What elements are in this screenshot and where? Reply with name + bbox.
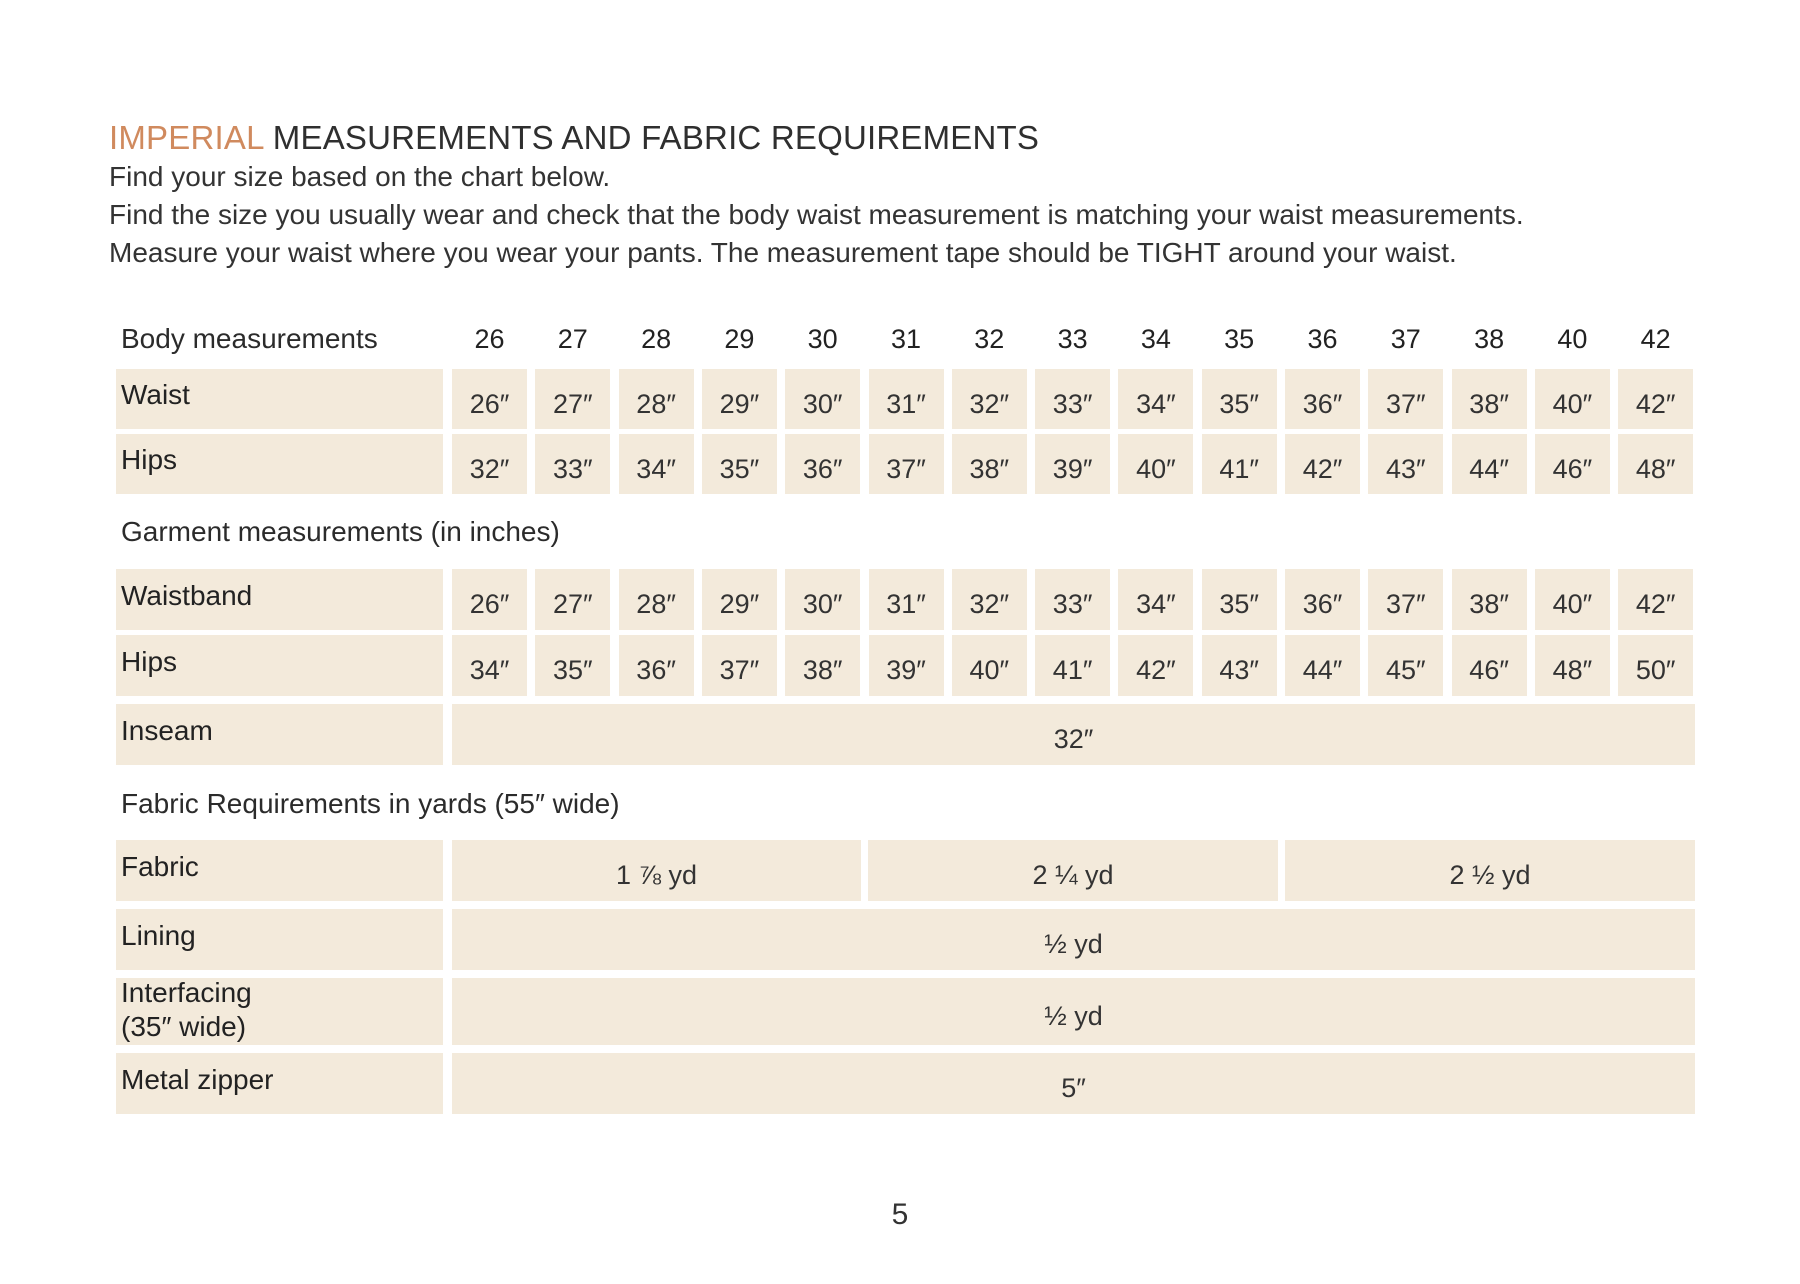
body-hips-value: 43″ — [1368, 434, 1443, 494]
section-heading-fabric: Fabric Requirements in yards (55″ wide) — [121, 788, 620, 819]
garment-waistband-value: 34″ — [1118, 569, 1193, 630]
garment-waistband-value: 33″ — [1035, 569, 1110, 630]
page-number: 5 — [891, 1198, 909, 1231]
body-waist-value: 37″ — [1368, 369, 1443, 429]
size-header-27: 27 — [557, 324, 588, 354]
size-header-38: 38 — [1474, 324, 1505, 354]
body-hips-value: 38″ — [952, 434, 1027, 494]
garment-hips-value: 40″ — [952, 635, 1027, 696]
lining-label: Lining — [116, 909, 443, 970]
garment-hips-value: 48″ — [1535, 635, 1610, 696]
body-hips-value: 41″ — [1202, 434, 1277, 494]
body-waist-value: 42″ — [1618, 369, 1693, 429]
intro — [109, 117, 1749, 271]
garment-waistband-value: 40″ — [1535, 569, 1610, 630]
garment-waistband-value: 42″ — [1618, 569, 1693, 630]
interfacing-value: ½ yd — [452, 978, 1695, 1045]
garment-waistband-value: 28″ — [619, 569, 694, 630]
fabric-value: 2 ½ yd — [1285, 840, 1695, 901]
body-waist-value: 36″ — [1285, 369, 1360, 429]
body-hips-value: 40″ — [1118, 434, 1193, 494]
body-waist-value: 27″ — [535, 369, 610, 429]
garment-hips-value: 35″ — [535, 635, 610, 696]
body-hips-value: 36″ — [785, 434, 860, 494]
size-header-29: 29 — [724, 324, 755, 354]
garment-hips-value: 36″ — [619, 635, 694, 696]
size-header-32: 32 — [974, 324, 1005, 354]
garment-hips-value: 37″ — [702, 635, 777, 696]
size-header-33: 33 — [1057, 324, 1088, 354]
garment-waistband-value: 30″ — [785, 569, 860, 630]
size-header-34: 34 — [1140, 324, 1171, 354]
size-header-26: 26 — [474, 324, 505, 354]
size-header-28: 28 — [641, 324, 672, 354]
garment-hips-value: 50″ — [1618, 635, 1693, 696]
size-header-35: 35 — [1224, 324, 1255, 354]
garment-hips-value: 41″ — [1035, 635, 1110, 696]
metal-zipper-label: Metal zipper — [116, 1053, 443, 1114]
size-header-42: 42 — [1640, 324, 1671, 354]
interfacing-label: Interfacing (35″ wide) — [116, 978, 443, 1045]
body-hips-value: 48″ — [1618, 434, 1693, 494]
body-hips-value: 32″ — [452, 434, 527, 494]
body-waist-value: 31″ — [869, 369, 944, 429]
intro-line-1: Find your size based on the chart below. — [109, 161, 611, 192]
fabric-value: 2 ¼ yd — [868, 840, 1278, 901]
intro-line-3: Measure your waist where you wear your pants. The measurement tape should be TIGHT around your waist. — [109, 237, 1457, 268]
body-waist-value: 33″ — [1035, 369, 1110, 429]
garment-waistband-value: 38″ — [1452, 569, 1527, 630]
garment-hips-value: 46″ — [1452, 635, 1527, 696]
body-hips-value: 44″ — [1452, 434, 1527, 494]
garment-hips-value: 43″ — [1202, 635, 1277, 696]
lining-value: ½ yd — [452, 909, 1695, 970]
body-waist-value: 28″ — [619, 369, 694, 429]
body-waist-value: 35″ — [1202, 369, 1277, 429]
page-title — [109, 117, 1749, 159]
fabric-value: 1 ⅞ yd — [452, 840, 861, 901]
garment-hips-value: 39″ — [869, 635, 944, 696]
body-hips-value: 33″ — [535, 434, 610, 494]
body-hips-value: 46″ — [1535, 434, 1610, 494]
garment-waistband-value: 27″ — [535, 569, 610, 630]
title-accent: IMPERIAL — [109, 119, 264, 156]
body-hips-value: 37″ — [869, 434, 944, 494]
body-hips-value: 42″ — [1285, 434, 1360, 494]
garment-hips-value: 44″ — [1285, 635, 1360, 696]
garment-hips-label: Hips — [116, 635, 443, 696]
garment-hips-value: 45″ — [1368, 635, 1443, 696]
body-waist-value: 40″ — [1535, 369, 1610, 429]
garment-waistband-value: 31″ — [869, 569, 944, 630]
body-hips-value: 34″ — [619, 434, 694, 494]
size-header-36: 36 — [1307, 324, 1338, 354]
garment-hips-value: 42″ — [1118, 635, 1193, 696]
body-waist-value: 38″ — [1452, 369, 1527, 429]
intro-line-2: Find the size you usually wear and check that the body waist measurement is matching your waist measurements. — [109, 199, 1524, 230]
fabric-label: Fabric — [116, 840, 443, 901]
body-waist-value: 34″ — [1118, 369, 1193, 429]
section-heading-garment: Garment measurements (in inches) — [121, 516, 560, 547]
body-hips-value: 35″ — [702, 434, 777, 494]
body-waist-value: 32″ — [952, 369, 1027, 429]
inseam-label: Inseam — [116, 704, 443, 765]
body-waist-value: 26″ — [452, 369, 527, 429]
size-header-30: 30 — [807, 324, 838, 354]
title-rest: MEASUREMENTS AND FABRIC REQUIREMENTS — [263, 119, 1040, 156]
garment-waistband-value: 32″ — [952, 569, 1027, 630]
section-heading-body: Body measurements — [121, 323, 378, 354]
size-header-40: 40 — [1557, 324, 1588, 354]
garment-hips-value: 34″ — [452, 635, 527, 696]
garment-hips-value: 38″ — [785, 635, 860, 696]
garment-waistband-value: 26″ — [452, 569, 527, 630]
body-waist-label: Waist — [116, 369, 443, 429]
body-hips-value: 39″ — [1035, 434, 1110, 494]
inseam-value: 32″ — [452, 704, 1695, 765]
garment-waistband-value: 35″ — [1202, 569, 1277, 630]
body-hips-label: Hips — [116, 434, 443, 494]
size-header-37: 37 — [1390, 324, 1421, 354]
garment-waistband-value: 37″ — [1368, 569, 1443, 630]
garment-waistband-value: 36″ — [1285, 569, 1360, 630]
body-waist-value: 30″ — [785, 369, 860, 429]
garment-waistband-label: Waistband — [116, 569, 443, 630]
garment-waistband-value: 29″ — [702, 569, 777, 630]
size-header-31: 31 — [890, 324, 922, 354]
metal-zipper-value: 5″ — [452, 1053, 1695, 1114]
body-waist-value: 29″ — [702, 369, 777, 429]
